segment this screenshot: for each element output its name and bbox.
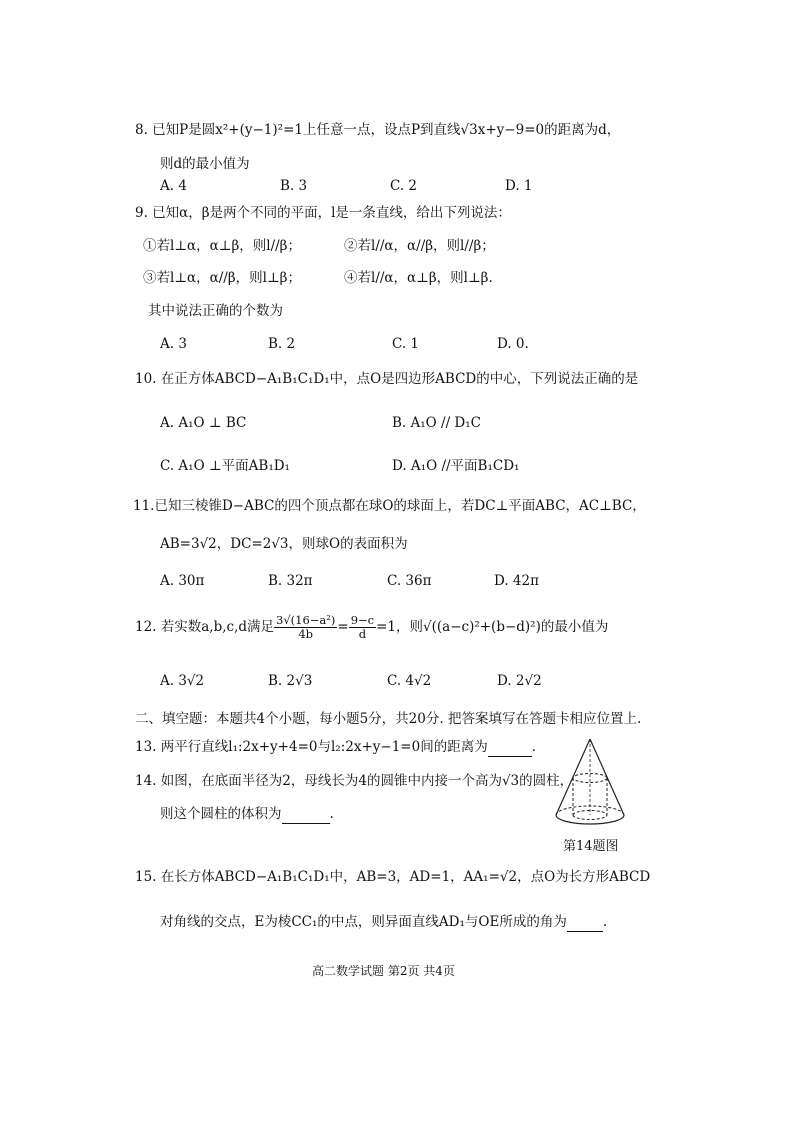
q15-line2-wrap: 对角线的交点，E为棱CC₁的中点，则异面直线AD₁与OE所成的角为 . [160,914,608,930]
q14-line2-wrap: 则这个圆柱的体积为 . [160,806,334,822]
q14-line1: 14. 如图，在底面半径为2，母线长为4的圆锥中内接一个高为√3的圆柱， [135,773,574,789]
q12-option-a: A. 3√2 [160,673,205,689]
q9-stem: 9. 已知α，β是两个不同的平面，l是一条直线，给出下列说法： [135,205,511,221]
q9-statement-4: ④若l//α，α⊥β，则l⊥β. [344,270,493,286]
q12-fraction-1 [274,614,337,641]
q10-option-d: D. A₁O //平面B₁CD₁ [392,458,520,474]
q12-option-d: D. 2√2 [497,673,542,689]
q12-prefix: 12. 若实数a,b,c,d满足 [135,619,275,635]
q9-statement-3: ③若l⊥α，α//β，则l⊥β； [143,270,301,286]
q15-line1: 15. 在长方体ABCD−A₁B₁C₁D₁中，AB=3，AD=1，AA₁=√2，点O为长方形ABCD [135,869,651,885]
q12-stem [135,612,608,642]
cone-cylinder-figure [550,735,630,830]
q12-frac1-numerator: 3√(16−a²) [276,613,336,627]
q8-option-a: A. 4 [160,178,187,194]
q11-stem-line1: 11.已知三棱锥D−ABC的四个顶点都在球O的球面上，若DC⊥平面ABC，AC⊥BC， [133,498,646,514]
q13-stem: 13. 两平行直线l₁:2x+y+4=0与l₂:2x+y−1=0间的距离为 . [135,739,536,755]
q13-answer-blank [488,738,532,757]
q15-answer-blank [567,913,603,932]
q9-option-d: D. 0. [497,336,529,352]
section2-heading: 二、填空题：本题共4个小题，每小题5分，共20分. 把答案填写在答题卡相应位置上. [135,711,642,727]
q10-option-b: B. A₁O // D₁C [392,415,481,431]
q12-frac2-denominator: d [358,627,367,641]
q11-option-c: C. 36π [387,573,432,589]
page-footer: 高二数学试题 第2页 共4页 [312,964,455,978]
q14-answer-blank [282,805,330,824]
q9-option-b: B. 2 [268,336,296,352]
q11-stem-line2: AB=3√2，DC=2√3，则球O的表面积为 [160,536,408,552]
q8-stem-line1: 8. 已知P是圆x²+(y−1)²=1上任意一点，设点P到直线√3x+y−9=0的距离为d， [135,122,621,138]
q8-option-b: B. 3 [280,178,308,194]
q9-statement-2: ②若l//α，α//β，则l//β； [344,238,495,254]
q12-rest: =1，则√((a−c)²+(b−d)²)的最小值为 [376,619,609,635]
q10-option-a: A. A₁O ⊥ BC [160,415,247,431]
q14-line2: 则这个圆柱的体积为 [160,806,282,822]
q13-text: 13. 两平行直线l₁:2x+y+4=0与l₂:2x+y−1=0间的距离为 [135,739,488,755]
q8-option-d: D. 1 [505,178,533,194]
q11-option-a: A. 30π [160,573,205,589]
q8-option-c: C. 2 [390,178,418,194]
q15-line2: 对角线的交点，E为棱CC₁的中点，则异面直线AD₁与OE所成的角为 [160,914,567,930]
q12-equals: = [337,619,349,635]
q10-stem: 10. 在正方体ABCD−A₁B₁C₁D₁中，点O是四边形ABCD的中心，下列说法正确的是 [135,371,639,387]
q12-frac1-denominator: 4b [298,627,314,641]
q9-statement-1: ①若l⊥α，α⊥β，则l//β； [143,238,301,254]
q12-fraction-2 [349,614,376,641]
q12-option-b: B. 2√3 [268,673,313,689]
q9-question: 其中说法正确的个数为 [148,303,283,319]
q14-figure-caption: 第14题图 [563,839,619,854]
q9-option-c: C. 1 [392,336,420,352]
q12-option-c: C. 4√2 [387,673,432,689]
q12-frac2-numerator: 9−c [350,613,375,627]
q9-option-a: A. 3 [160,336,187,352]
q11-option-d: D. 42π [494,573,539,589]
q11-option-b: B. 32π [268,573,313,589]
q8-stem-line2: 则d的最小值为 [160,156,250,172]
q10-option-c: C. A₁O ⊥平面AB₁D₁ [160,458,290,474]
